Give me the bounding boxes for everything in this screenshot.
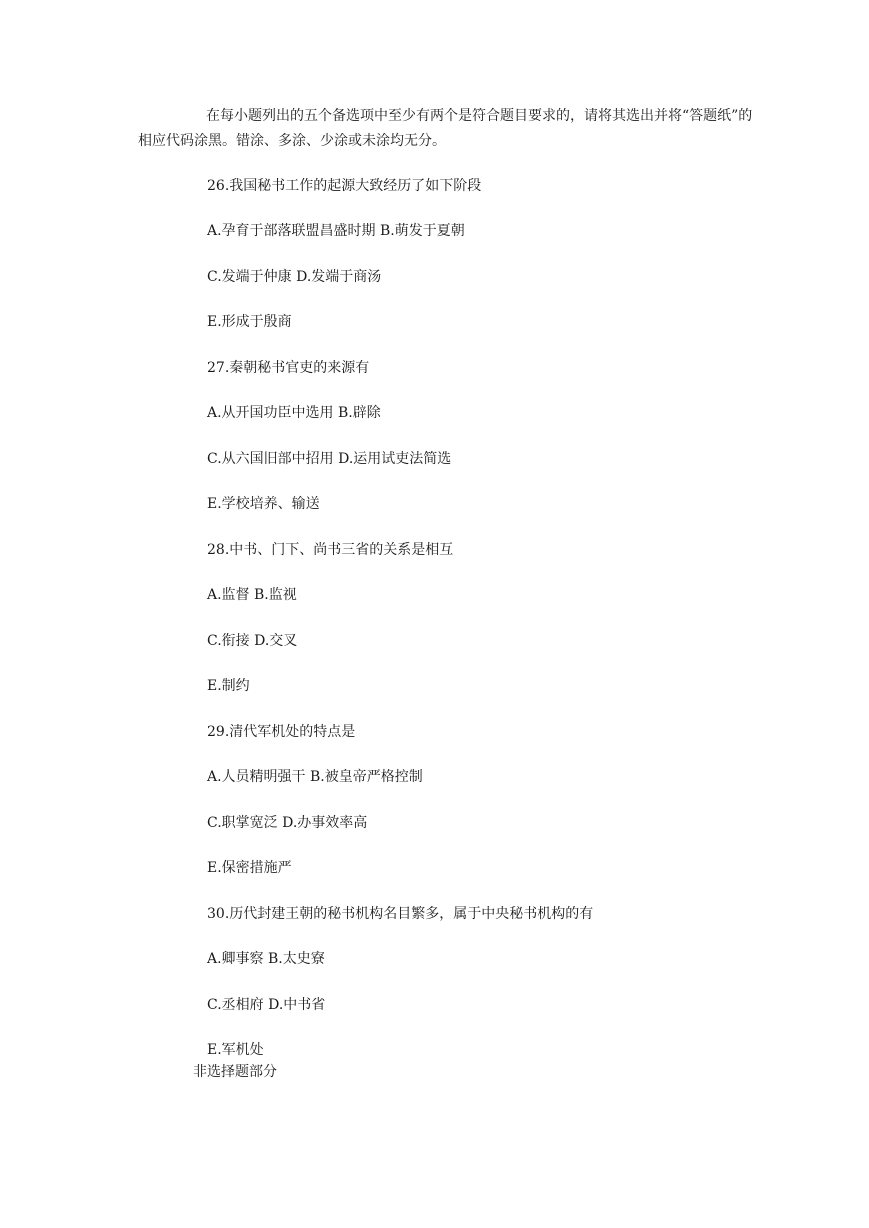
question-26-options-ab: A.孕育于部落联盟昌盛时期 B.萌发于夏朝 bbox=[207, 223, 465, 239]
section-heading-non-choice: 非选择题部分 bbox=[193, 1064, 277, 1080]
question-28-options-cd: C.衔接 D.交叉 bbox=[207, 633, 298, 649]
question-28-option-e: E.制约 bbox=[207, 678, 250, 694]
question-28-stem: 28.中书、门下、尚书三省的关系是相互 bbox=[207, 542, 454, 558]
question-26-options-cd: C.发端于仲康 D.发端于商汤 bbox=[207, 269, 382, 285]
question-29-stem: 29.清代军机处的特点是 bbox=[207, 724, 356, 740]
question-28-options-ab: A.监督 B.监视 bbox=[207, 587, 297, 603]
question-27-option-e: E.学校培养、输送 bbox=[207, 496, 320, 512]
question-29-options-cd: C.职掌宽泛 D.办事效率高 bbox=[207, 815, 368, 831]
question-30-option-e: E.军机处 bbox=[207, 1042, 264, 1058]
question-30-options-cd: C.丞相府 D.中书省 bbox=[207, 997, 326, 1013]
question-26-option-e: E.形成于殷商 bbox=[207, 314, 292, 330]
question-29-option-e: E.保密措施严 bbox=[207, 860, 292, 876]
instructions-paragraph bbox=[138, 104, 758, 154]
question-26-stem: 26.我国秘书工作的起源大致经历了如下阶段 bbox=[207, 178, 482, 194]
question-27-stem: 27.秦朝秘书官吏的来源有 bbox=[207, 360, 370, 376]
instructions-text: 在每小题列出的五个备选项中至少有两个是符合题目要求的，请将其选出并将“答题纸”的相应代码涂黑。错涂、多涂、少涂或未涂均无分。 bbox=[138, 108, 753, 149]
question-27-options-cd: C.从六国旧部中招用 D.运用试吏法简选 bbox=[207, 451, 452, 467]
question-30-stem: 30.历代封建王朝的秘书机构名目繁多，属于中央秘书机构的有 bbox=[207, 906, 594, 922]
question-29-options-ab: A.人员精明强干 B.被皇帝严格控制 bbox=[207, 769, 423, 785]
question-30-options-ab: A.卿事察 B.太史寮 bbox=[207, 951, 325, 967]
question-27-options-ab: A.从开国功臣中选用 B.辟除 bbox=[207, 405, 381, 421]
